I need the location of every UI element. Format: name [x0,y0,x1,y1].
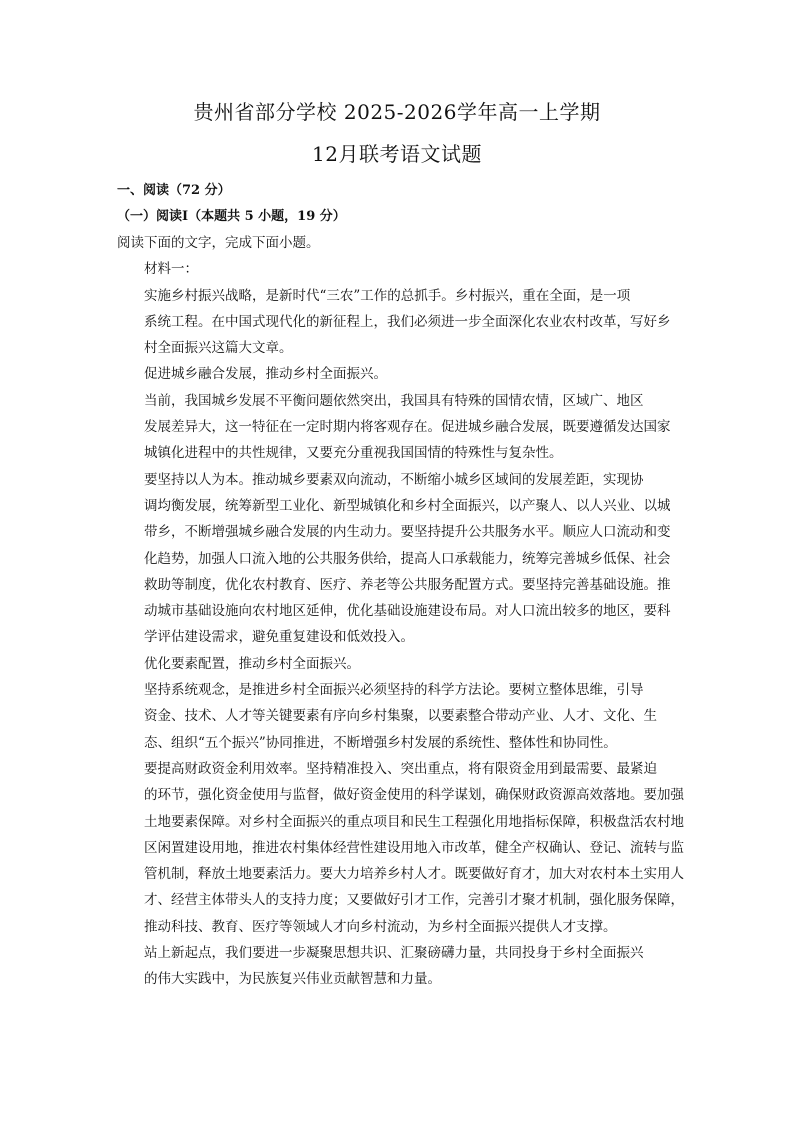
paragraph-line: 系统工程。在中国式现代化的新征程上，我们必须进一步全面深化农业农村改革，写好乡 [144,313,671,330]
paragraph-line: 要提高财政资金利用效率。坚持精准投入、突出重点，将有限资金用到最需要、最紧迫 [144,760,657,777]
paragraph-line: 土地要素保障。对乡村全面振兴的重点项目和民生工程强化用地指标保障，积极盘活农村地 [144,813,684,830]
paragraph-line: 态、组织“五个振兴”协同推进，不断增强乡村发展的系统性、整体性和协同性。 [144,734,617,751]
material-label: 材料一： [144,261,198,278]
paragraph-line: 管机制，释放土地要素活力。要大力培养乡村人才。既要做好育才，加大对农村本土实用人 [144,866,684,883]
paragraph-line: 救助等制度，优化农村教育、医疗、养老等公共服务配置方式。要坚持完善基础设施。推 [144,576,671,593]
paragraph-line: 发展差异大，这一特征在一定时期内将客观存在。促进城乡融合发展，既要遵循发达国家 [144,419,671,436]
paragraph-line: 带乡，不断增强城乡融合发展的内生动力。要坚持提升公共服务水平。顺应人口流动和变 [144,524,671,541]
paragraph-line: 促进城乡融合发展，推动乡村全面振兴。 [144,366,387,383]
body-paragraph [117,361,677,387]
instruction-text: 阅读下面的文字，完成下面小题。 [117,235,320,251]
body-paragraph [117,677,677,756]
body-paragraph [117,756,684,940]
paragraph-line: 当前，我国城乡发展不平衡问题依然突出，我国具有特殊的国情农情，区域广、地区 [144,392,644,409]
paragraph-line: 学评估建设需求，避免重复建设和低效投入。 [144,629,414,646]
paragraph-line: 实施乡村振兴战略，是新时代“三农”工作的总抓手。乡村振兴，重在全面，是一项 [144,287,631,304]
exam-page [117,92,684,993]
paragraph-line: 城镇化进程中的共性规律，又要充分重视我国国情的特殊性与复杂性。 [144,445,563,462]
body-paragraph [117,283,677,362]
material-body [117,283,684,993]
paragraph-line: 优化要素配置，推动乡村全面振兴。 [144,655,360,672]
section-heading-reading: 一、阅读（72 分） [117,183,231,198]
paragraph-line: 化趋势，加强人口流入地的公共服务供给，提高人口承载能力，统筹完善城乡低保、社会 [144,550,671,567]
body-paragraph [117,467,677,651]
body-paragraph [117,388,677,467]
paragraph-line: 坚持系统观念，是推进乡村全面振兴必须坚持的科学方法论。要树立整体思维，引导 [144,682,644,699]
paragraph-line: 站上新起点，我们要进一步凝聚思想共识、汇聚磅礴力量，共同投身于乡村全面振兴 [144,945,644,962]
paragraph-line: 村全面振兴这篇大文章。 [144,340,293,357]
body-paragraph [117,651,677,677]
exam-title-line-1: 贵州省部分学校 2025-2026学年高一上学期 [193,100,601,124]
paragraph-line: 才、经营主体带头人的支持力度；又要做好引才工作，完善引才聚才机制，强化服务保障， [144,892,684,909]
exam-title-line-2: 12月联考语文试题 [312,142,482,166]
paragraph-line: 推动科技、教育、医疗等领域人才向乡村流动，为乡村全面振兴提供人才支撑。 [144,918,617,935]
paragraph-line: 要坚持以人为本。推动城乡要素双向流动，不断缩小城乡区域间的发展差距，实现协 [144,471,644,488]
paragraph-line: 的环节，强化资金使用与监督，做好资金使用的科学谋划，确保财政资源高效落地。要加强 [144,787,684,804]
paragraph-line: 区闲置建设用地，推进农村集体经营性建设用地入市改革，健全产权确认、登记、流转与监 [144,839,684,856]
paragraph-line: 资金、技术、人才等关键要素有序向乡村集聚，以要素整合带动产业、人才、文化、生 [144,708,657,725]
subsection-heading-reading-1: （一）阅读Ⅰ（本题共 5 小题，19 分） [117,209,346,224]
body-paragraph [117,940,677,993]
paragraph-line: 的伟大实践中，为民族复兴伟业贡献智慧和力量。 [144,971,441,988]
paragraph-line: 调均衡发展，统筹新型工业化、新型城镇化和乡村全面振兴，以产聚人、以人兴业、以城 [144,497,671,514]
paragraph-line: 动城市基础设施向农村地区延伸，优化基础设施建设布局。对人口流出较多的地区，要科 [144,603,671,620]
